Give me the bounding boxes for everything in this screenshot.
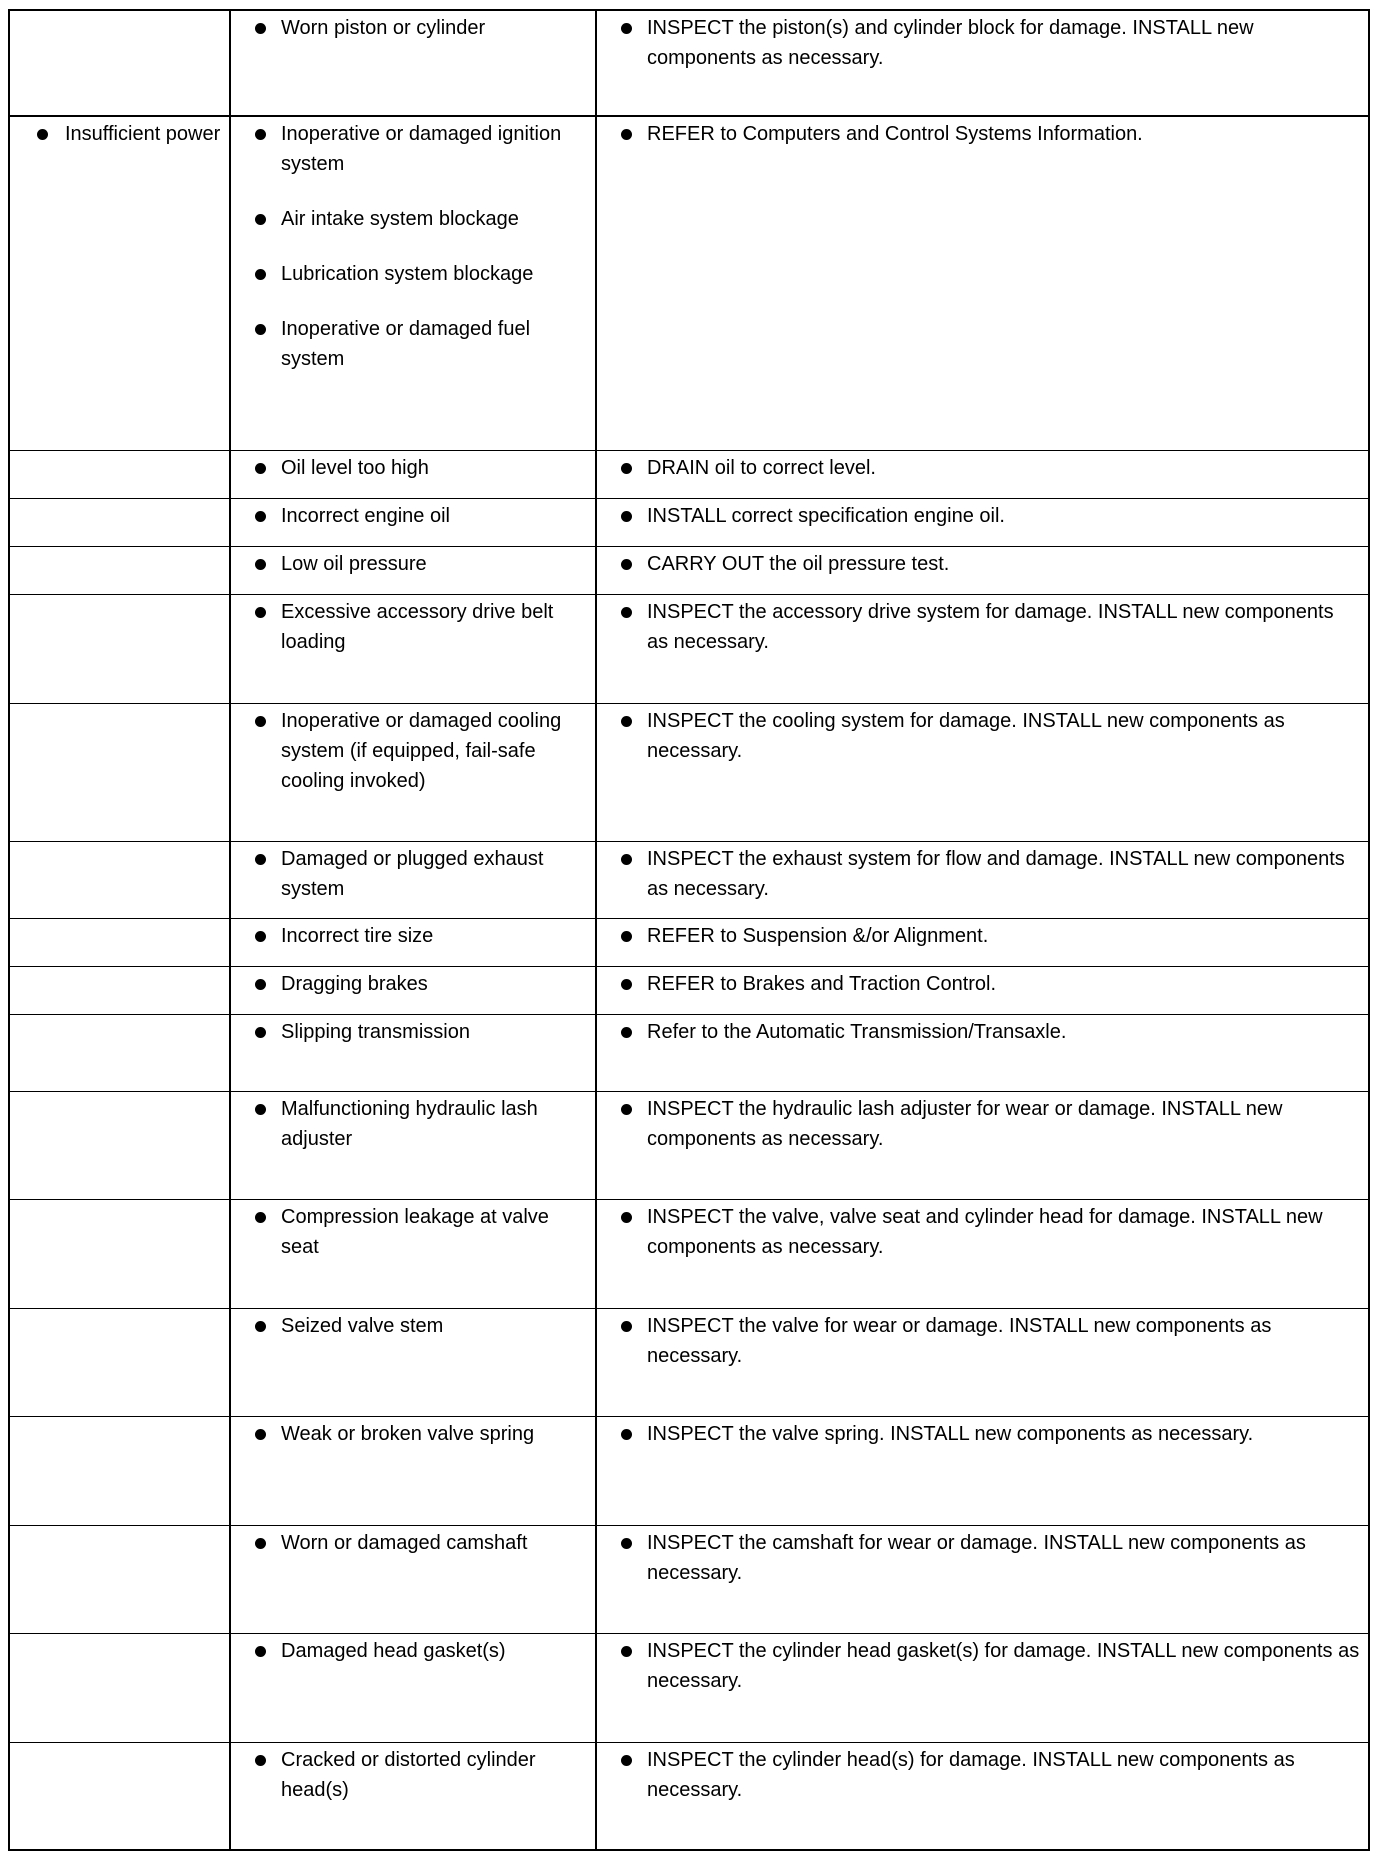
action-text: INSPECT the accessory drive system for damage. INSTALL new components as necessary. <box>647 600 1334 653</box>
action-item <box>597 1017 1360 1047</box>
possible-source-item <box>231 1202 587 1262</box>
table-row <box>9 1091 1369 1199</box>
action-cell <box>596 594 1369 703</box>
possible-source-text: Worn or damaged camshaft <box>281 1531 528 1554</box>
table-row <box>9 703 1369 841</box>
condition-cell <box>9 116 230 450</box>
action-cell <box>596 450 1369 498</box>
action-text: REFER to Suspension &/or Alignment. <box>647 924 989 947</box>
table-row <box>9 546 1369 594</box>
table-row <box>9 1199 1369 1308</box>
action-item <box>597 1419 1360 1449</box>
possible-source-cell <box>230 1525 596 1633</box>
condition-text: Insufficient power <box>65 123 221 145</box>
table-row <box>9 1525 1369 1633</box>
possible-source-cell <box>230 703 596 841</box>
possible-source-text: Weak or broken valve spring <box>281 1422 535 1445</box>
condition-cell <box>9 1308 230 1416</box>
possible-source-item <box>231 204 587 234</box>
table-row <box>9 1014 1369 1091</box>
action-text: INSPECT the hydraulic lash adjuster for wear or damage. INSTALL new components as necessary. <box>647 1097 1283 1150</box>
possible-source-item <box>231 597 587 657</box>
action-text: INSPECT the cylinder head gasket(s) for damage. INSTALL new components as necessary. <box>647 1639 1360 1692</box>
possible-source-cell <box>230 10 596 116</box>
action-cell <box>596 918 1369 966</box>
action-item <box>597 1311 1360 1371</box>
condition-cell <box>9 841 230 918</box>
possible-source-item <box>231 13 587 43</box>
table-row <box>9 966 1369 1014</box>
action-text: REFER to Brakes and Traction Control. <box>647 972 997 995</box>
possible-source-item <box>231 706 587 796</box>
possible-source-item <box>231 119 587 179</box>
condition-cell <box>9 1014 230 1091</box>
possible-source-text: Inoperative or damaged cooling system (if equipped, fail-safe cooling invoked) <box>281 709 562 792</box>
condition-cell <box>9 546 230 594</box>
action-text: INSPECT the valve for wear or damage. INSTALL new components as necessary. <box>647 1314 1272 1367</box>
action-text: INSPECT the valve spring. INSTALL new components as necessary. <box>647 1422 1254 1445</box>
possible-source-text: Lubrication system blockage <box>281 263 534 285</box>
action-item <box>597 597 1360 657</box>
action-item <box>597 1528 1360 1588</box>
table-row <box>9 841 1369 918</box>
condition-cell <box>9 1633 230 1742</box>
action-item <box>597 1202 1360 1262</box>
action-text: DRAIN oil to correct level. <box>647 456 876 479</box>
possible-source-text: Compression leakage at valve seat <box>281 1205 549 1258</box>
possible-source-text: Air intake system blockage <box>281 208 519 230</box>
table-row <box>9 1416 1369 1525</box>
table-row <box>9 116 1369 450</box>
possible-source-item <box>231 1419 587 1449</box>
possible-source-item <box>231 1745 587 1805</box>
possible-source-text: Seized valve stem <box>281 1314 444 1337</box>
action-text: INSPECT the cylinder head(s) for damage. INSTALL new components as necessary. <box>647 1748 1295 1801</box>
action-text: INSPECT the piston(s) and cylinder block for damage. INSTALL new components as necessary. <box>647 17 1254 69</box>
possible-source-item <box>231 501 587 531</box>
possible-source-cell <box>230 918 596 966</box>
table-row <box>9 498 1369 546</box>
action-item <box>597 921 1360 951</box>
condition-cell <box>9 1525 230 1633</box>
condition-cell <box>9 703 230 841</box>
action-cell <box>596 841 1369 918</box>
possible-source-item <box>231 259 587 289</box>
possible-source-item <box>231 844 587 904</box>
possible-source-item <box>231 314 587 374</box>
condition-cell <box>9 10 230 116</box>
table-row <box>9 1633 1369 1742</box>
condition-cell <box>9 594 230 703</box>
action-cell <box>596 498 1369 546</box>
possible-source-cell <box>230 966 596 1014</box>
action-text: CARRY OUT the oil pressure test. <box>647 552 950 575</box>
possible-source-cell <box>230 1308 596 1416</box>
action-cell <box>596 1633 1369 1742</box>
possible-source-cell <box>230 498 596 546</box>
possible-source-item <box>231 453 587 483</box>
possible-source-cell <box>230 1014 596 1091</box>
possible-source-item <box>231 969 587 999</box>
possible-source-cell <box>230 116 596 450</box>
action-cell <box>596 1308 1369 1416</box>
table-row <box>9 450 1369 498</box>
action-item <box>597 13 1360 73</box>
action-item <box>597 1745 1360 1805</box>
action-cell <box>596 546 1369 594</box>
condition-cell <box>9 966 230 1014</box>
possible-source-text: Damaged head gasket(s) <box>281 1639 506 1662</box>
possible-source-text: Oil level too high <box>281 456 429 479</box>
possible-source-cell <box>230 594 596 703</box>
action-item <box>597 1636 1360 1696</box>
possible-source-text: Slipping transmission <box>281 1020 470 1043</box>
possible-source-item <box>231 921 587 951</box>
condition-cell <box>9 1199 230 1308</box>
possible-source-cell <box>230 841 596 918</box>
action-item <box>597 549 1360 579</box>
action-text: INSPECT the camshaft for wear or damage. INSTALL new components as necessary. <box>647 1531 1306 1584</box>
table-row <box>9 10 1369 116</box>
possible-source-item <box>231 1528 587 1558</box>
condition-cell <box>9 1742 230 1850</box>
action-cell <box>596 1014 1369 1091</box>
possible-source-text: Cracked or distorted cylinder head(s) <box>281 1748 536 1801</box>
possible-source-text: Excessive accessory drive belt loading <box>281 600 554 653</box>
possible-source-cell <box>230 1633 596 1742</box>
action-item <box>597 453 1360 483</box>
possible-source-cell <box>230 1742 596 1850</box>
possible-source-item <box>231 1094 587 1154</box>
action-text: Refer to the Automatic Transmission/Transaxle. <box>647 1020 1067 1043</box>
action-cell <box>596 1091 1369 1199</box>
action-cell <box>596 1416 1369 1525</box>
action-item <box>597 844 1360 904</box>
possible-source-cell <box>230 450 596 498</box>
possible-source-item <box>231 549 587 579</box>
possible-source-text: Worn piston or cylinder <box>281 17 486 39</box>
possible-source-text: Low oil pressure <box>281 552 427 575</box>
possible-source-item <box>231 1017 587 1047</box>
action-text: INSPECT the exhaust system for flow and damage. INSTALL new components as necessary. <box>647 847 1345 900</box>
action-text: INSPECT the cooling system for damage. INSTALL new components as necessary. <box>647 709 1285 762</box>
possible-source-cell <box>230 546 596 594</box>
possible-source-item <box>231 1311 587 1341</box>
action-item <box>597 969 1360 999</box>
condition-cell <box>9 498 230 546</box>
action-cell <box>596 703 1369 841</box>
possible-source-cell <box>230 1091 596 1199</box>
condition-cell <box>9 1091 230 1199</box>
possible-source-text: Inoperative or damaged fuel system <box>281 318 531 370</box>
possible-source-cell <box>230 1199 596 1308</box>
possible-source-text: Malfunctioning hydraulic lash adjuster <box>281 1097 538 1150</box>
action-item <box>597 706 1360 766</box>
possible-source-text: Dragging brakes <box>281 972 428 995</box>
action-cell <box>596 1199 1369 1308</box>
table-row <box>9 594 1369 703</box>
action-cell <box>596 1525 1369 1633</box>
possible-source-text: Incorrect engine oil <box>281 504 450 527</box>
action-item <box>597 119 1360 149</box>
action-cell <box>596 966 1369 1014</box>
table-row <box>9 1742 1369 1850</box>
condition-cell <box>9 450 230 498</box>
condition-cell <box>9 918 230 966</box>
action-text: INSPECT the valve, valve seat and cylinder head for damage. INSTALL new components as necessary. <box>647 1205 1323 1258</box>
action-text: INSTALL correct specification engine oil. <box>647 504 1005 527</box>
table-row <box>9 1308 1369 1416</box>
possible-source-text: Damaged or plugged exhaust system <box>281 847 544 900</box>
action-text: REFER to Computers and Control Systems Information. <box>647 123 1143 145</box>
action-item <box>597 1094 1360 1154</box>
diagnosis-table-body <box>9 10 1369 1850</box>
action-cell <box>596 1742 1369 1850</box>
possible-source-text: Incorrect tire size <box>281 924 434 947</box>
possible-source-cell <box>230 1416 596 1525</box>
diagnosis-table <box>8 9 1370 1851</box>
possible-source-item <box>231 1636 587 1666</box>
condition-item <box>10 119 221 149</box>
condition-cell <box>9 1416 230 1525</box>
possible-source-text: Inoperative or damaged ignition system <box>281 123 562 175</box>
table-row <box>9 918 1369 966</box>
action-item <box>597 501 1360 531</box>
action-cell <box>596 116 1369 450</box>
action-cell <box>596 10 1369 116</box>
